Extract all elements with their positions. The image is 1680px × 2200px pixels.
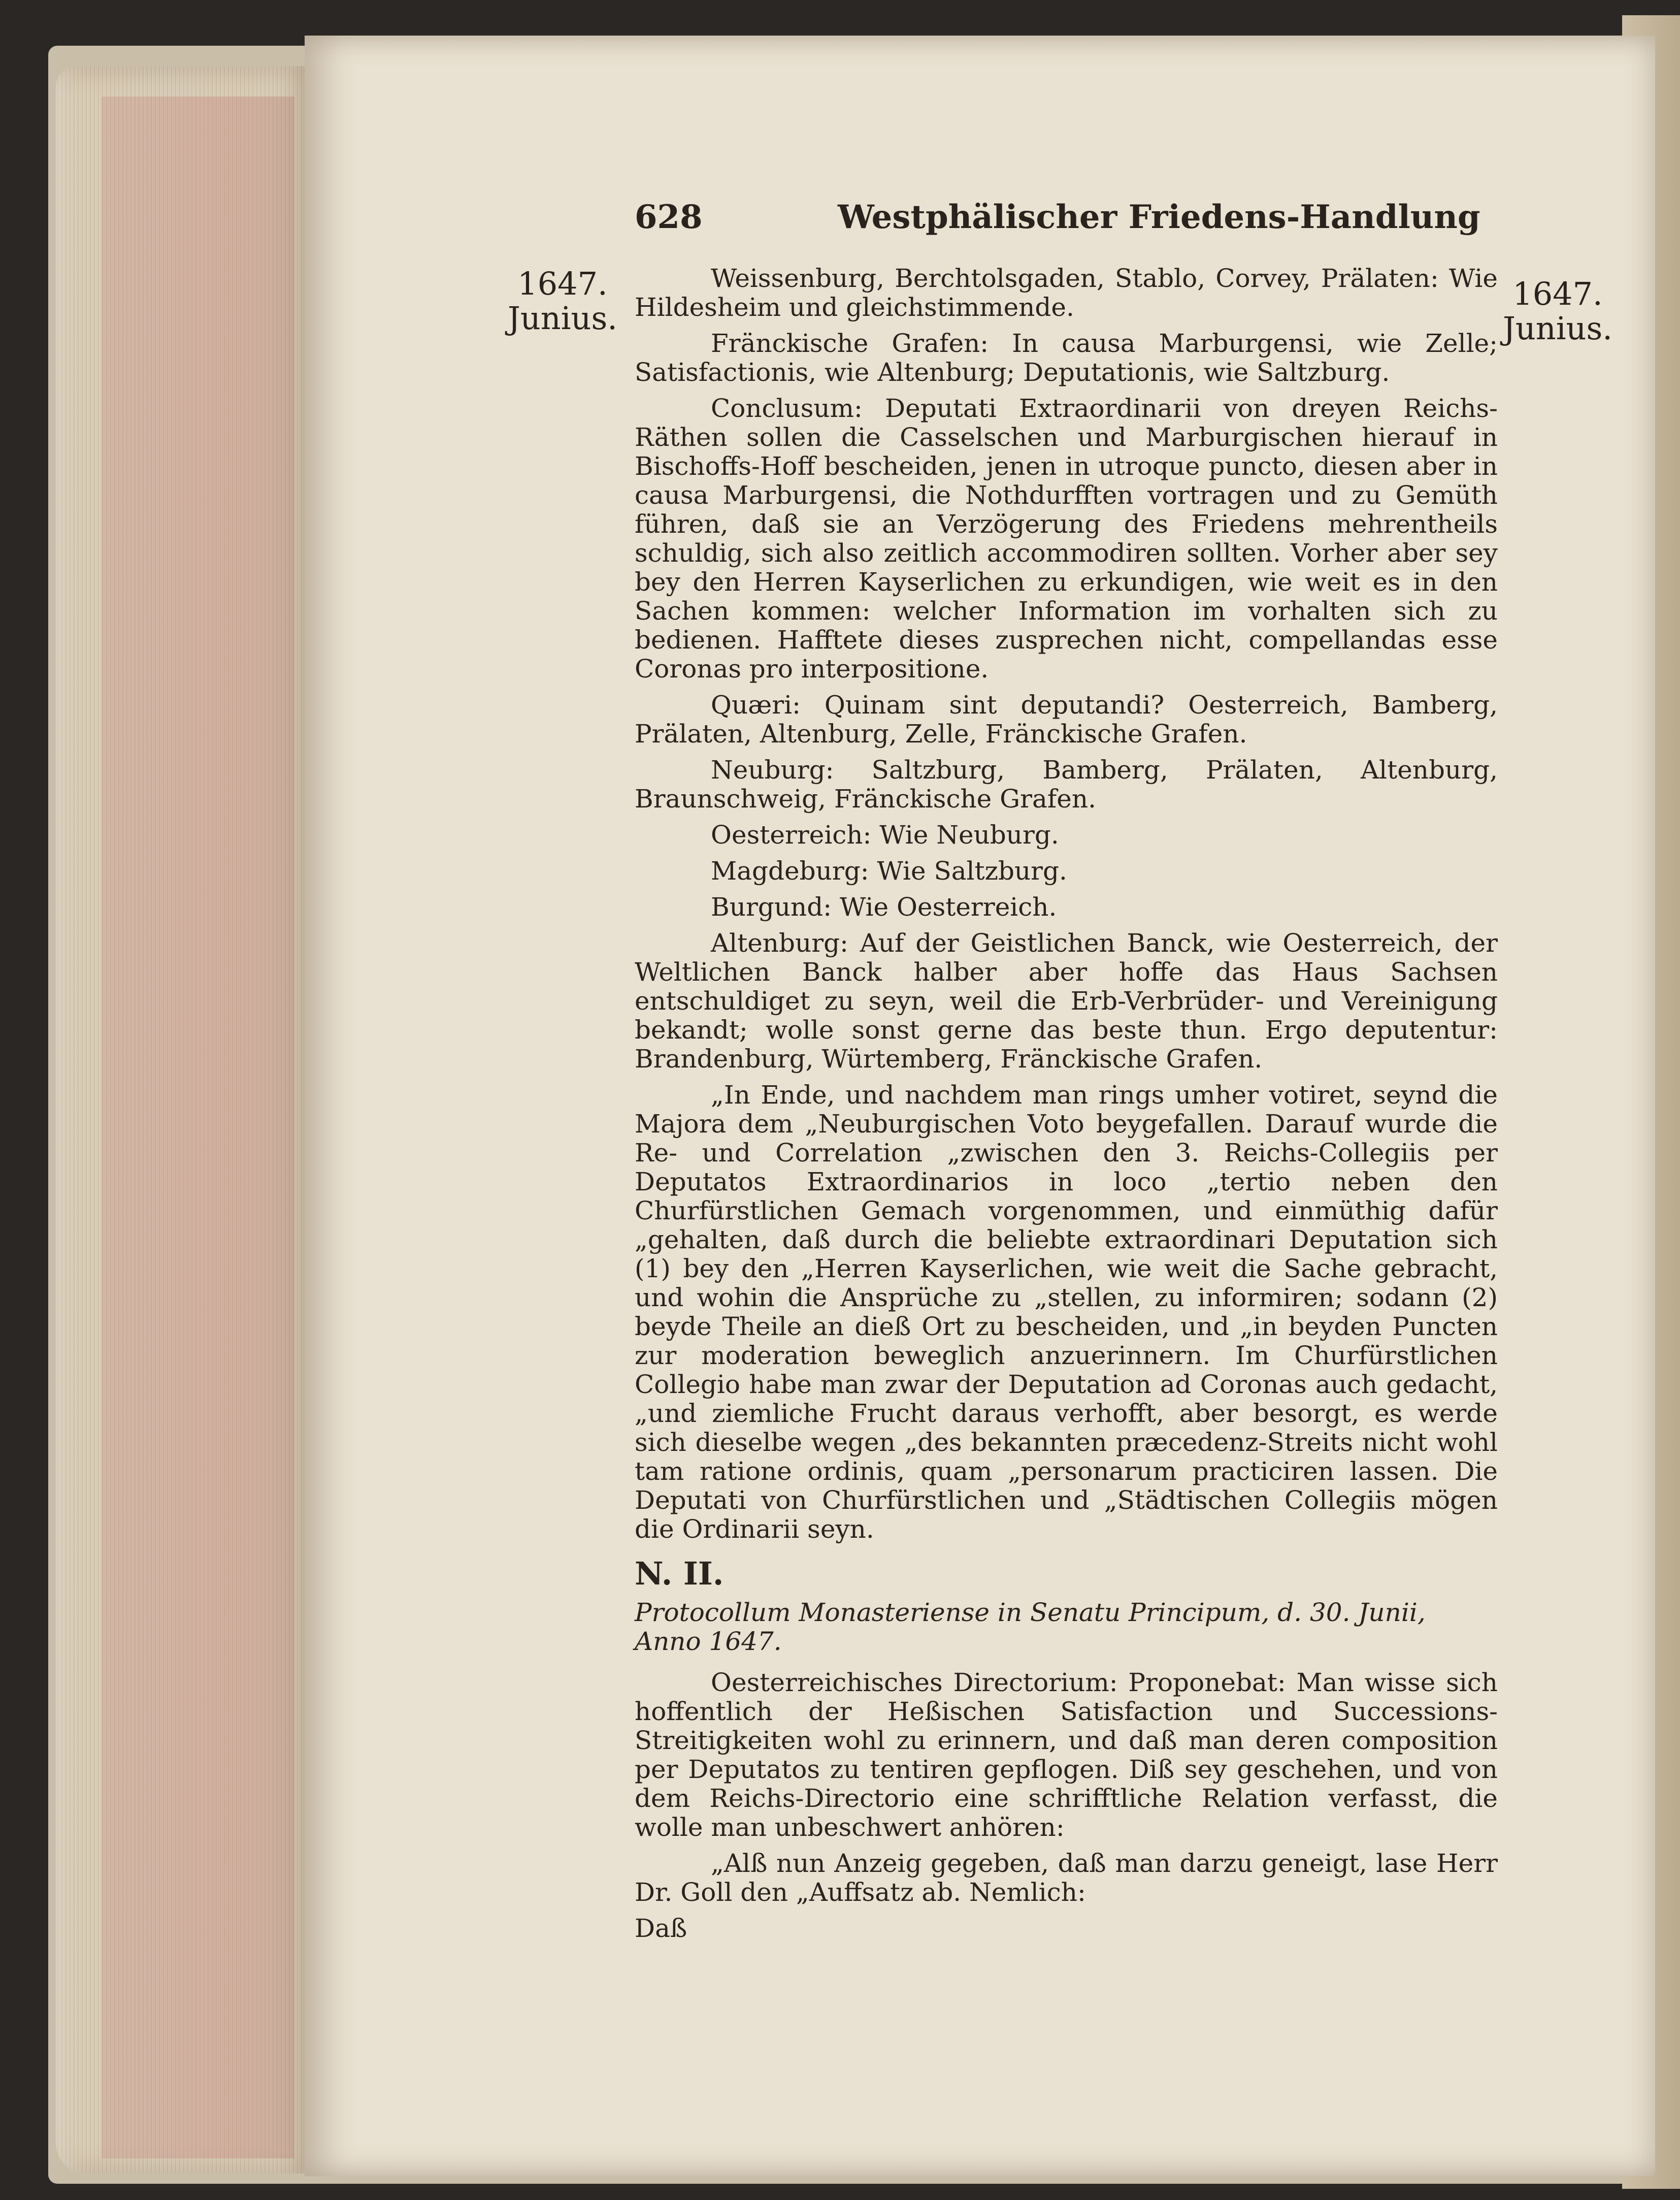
protocol-line-1: Protocollum Monasteriense in Senatu Principum, d. 30. Junii,: [635, 1598, 1426, 1627]
page-body: [635, 264, 1498, 1950]
paragraph: Weissenburg, Berchtolsgaden, Stablo, Corvey, Prälaten: Wie Hildesheim und gleichstimmende.: [635, 264, 1498, 322]
page-edges-tint: [102, 96, 294, 2158]
paragraph: Oesterreichisches Directorium: Proponebat: Man wisse sich hoffentlich der Heßischen Satisfaction und Successions-Streitigkeiten wohl zu erinnern, und daß man deren composition per Deputatos zu tentiren gepflogen. Diß sey geschehen, und von dem Reichs-Directorio eine schrifftliche Relation verfasst, die wolle man unbeschwert anhören:: [635, 1668, 1498, 1842]
section-number: N. II.: [635, 1555, 724, 1592]
protocol-line-2: Anno 1647.: [635, 1627, 782, 1656]
paragraph: Neuburg: Saltzburg, Bamberg, Prälaten, Altenburg, Braunschweig, Fränckische Grafen.: [635, 755, 1498, 814]
page-edges: [56, 66, 315, 2174]
paragraph: Magdeburg: Wie Saltzburg.: [711, 856, 1067, 886]
paragraph: Altenburg: Auf der Geistlichen Banck, wie Oesterreich, der Weltlichen Banck halber aber hoffe das Haus Sachsen entschuldiget zu seyn, weil die Erb-Verbrüder- und Vereinigung bekandt; wolle sonst gerne das beste thun. Ergo deputentur: Brandenburg, Würtemberg, Fränckische Grafen.: [635, 928, 1498, 1074]
margin-year-left: 1647.: [517, 265, 608, 302]
page-number: 628: [635, 198, 703, 236]
margin-date-left: [508, 267, 617, 336]
margin-date-right: [1503, 277, 1612, 346]
paragraph: Burgund: Wie Oesterreich.: [711, 892, 1057, 922]
paragraph: Conclusum: Deputati Extraordinarii von dreyen Reichs-Räthen sollen die Casselschen und Marburgischen hierauf in Bischoffs-Hoff bescheiden, jenen in utroque puncto, diesen aber in causa Marburgensi, die Nothdurfften vortragen und zu Gemüth führen, daß sie an Verzögerung des Friedens mehrentheils schuldig, sich also zeitlich accommodiren sollten. Vorher aber sey bey den Herren Kayserlichen zu erkundigen, wie weit es in den Sachen kommen: welcher Information im vorhalten sich zu bedienen. Hafftete dieses zusprechen nicht, compellandas esse Coronas pro interpositione.: [635, 394, 1498, 684]
protocol-heading: [635, 1598, 1498, 1656]
paragraph: Oesterreich: Wie Neuburg.: [711, 820, 1059, 850]
quoted-paragraph: „In Ende, und nachdem man rings umher votiret, seynd die Majora dem „Neuburgischen Voto beygefallen. Darauf wurde die Re- und Correlation „zwischen den 3. Reichs-Collegiis per Deputatos Extraordinarios in loco „tertio neben den Churfürstlichen Gemach vorgenommen, und einmüthig dafür „gehalten, daß durch die beliebte extraordinari Deputation sich (1) bey den „Herren Kayserlichen, wie weit die Sache gebracht, und wohin die Ansprüche zu „stellen, zu informiren; sodann (2) beyde Theile an dieß Ort zu bescheiden, und „in beyden Puncten zur moderation beweglich anzuerinnern. Im Churfürstlichen Collegio habe man zwar der Deputation ad Coronas auch gedacht, „und ziemliche Frucht daraus verhofft, aber besorgt, es werde sich dieselbe wegen „des bekannten præcedenz-Streits nicht wohl tam ratione ordinis, quam „personarum practiciren lassen. Die Deputati von Churfürstlichen und „Städtischen Collegiis mögen die Ordinarii seyn.: [635, 1080, 1498, 1544]
margin-month-left: Junius.: [508, 300, 618, 337]
margin-year-right: 1647.: [1512, 275, 1603, 312]
running-head: [635, 198, 1480, 244]
paragraph: Quæri: Quinam sint deputandi? Oesterreich, Bamberg, Prälaten, Altenburg, Zelle, Fränckische Grafen.: [635, 690, 1498, 749]
catchword: Daß: [635, 1914, 687, 1943]
quoted-paragraph: „Alß nun Anzeig gegeben, daß man darzu geneigt, lase Herr Dr. Goll den „Auffsatz ab. Nemlich:: [635, 1849, 1498, 1907]
margin-month-right: Junius.: [1503, 310, 1613, 347]
running-title: Westphälischer Friedens-Handlung: [838, 198, 1480, 236]
paragraph: Fränckische Grafen: In causa Marburgensi, wie Zelle; Satisfactionis, wie Altenburg; Deputationis, wie Saltzburg.: [635, 329, 1498, 387]
